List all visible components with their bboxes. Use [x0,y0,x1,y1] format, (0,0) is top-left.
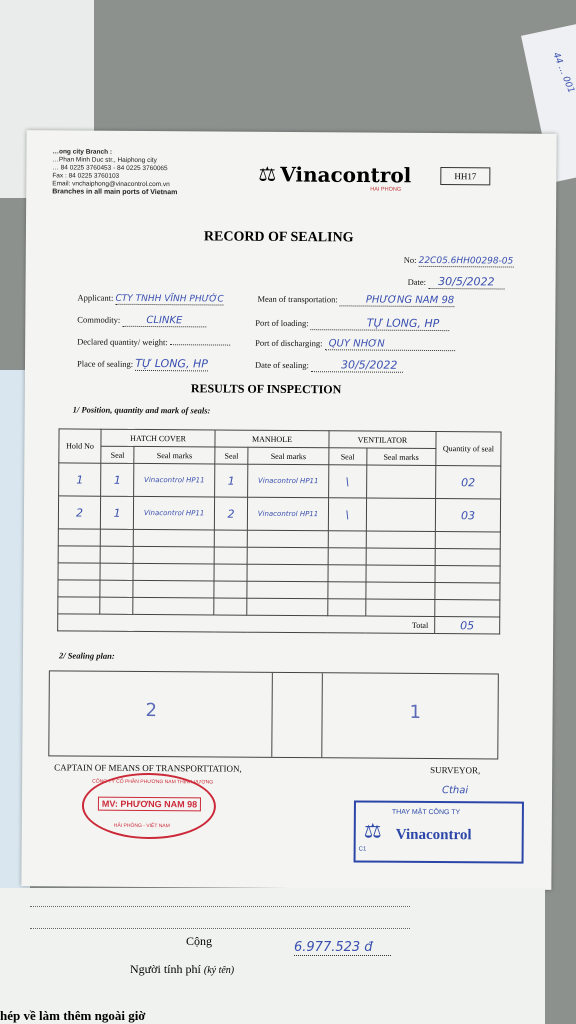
vent-marks-cell [366,498,436,531]
slip-dotted-line-1 [30,906,410,907]
form-code: HH17 [440,167,490,185]
record-of-sealing-document [21,130,556,890]
vent-seal-header: Seal [329,448,367,465]
vent-marks-header: Seal marks [366,448,436,465]
inspection-table [57,428,501,634]
record-number [404,255,514,267]
man-marks-cell: Vinacontrol HP11 [248,464,329,498]
record-no-value: 22C05.6HH00298-05 [418,255,514,267]
fee-slip [0,888,545,1024]
port-discharging-value: QUY NHƠN [325,338,455,351]
man-seal-cell: 2 [214,497,247,530]
surveyor-label: SURVEYOR, [430,764,481,776]
branch-address: …Phan Minh Duc str., Haiphong city [52,156,157,165]
mean-transport-value: PHƯƠNG NAM 98 [340,294,454,307]
branch-info [52,148,177,197]
total-row [58,614,500,634]
date-sealing-value: 30/5/2022 [311,358,404,373]
hold-header: Hold No [59,429,101,463]
hold-cell: 1 [59,463,101,496]
branch-tel: … 84 0225 3760453 - 84 0225 3760065 [52,164,168,173]
mean-transport-field [257,294,454,306]
ship-stamp-center: MV: PHƯƠNG NAM 98 [98,797,201,812]
scale-icon: ⚖ [363,820,382,843]
declared-value [170,344,230,345]
qty-cell: 03 [435,499,500,532]
results-title: RESULTS OF INSPECTION [190,381,342,397]
hatch-seal-header: Seal [101,446,134,463]
table-row [58,496,500,532]
port-discharging-field [255,338,455,350]
vinacontrol-logo [258,162,412,193]
table-row [59,463,501,499]
qty-cell: 02 [436,466,501,499]
port-discharging-label: Port of discharging: [255,337,323,349]
surveyor-stamp-logo: Vinacontrol [395,826,472,844]
logo-sub: HAI PHONG [370,186,402,193]
section-1-label: 1/ Position, quantity and mark of seals: [72,404,211,416]
nguoi-label: Người tính phí [130,962,201,976]
record-date-label: Date: [407,276,427,287]
plan-right-number: 1 [409,701,422,723]
man-marks-cell: Vinacontrol HP11 [247,497,328,531]
ship-stamp-bottom: HẢI PHÒNG - VIỆT NAM [113,822,170,830]
place-sealing-value: TỰ LONG, HP [135,356,208,371]
commodity-field [77,315,206,327]
port-loading-value: TỰ LONG, HP [311,316,450,331]
captain-label: CAPTAIN OF MEANS OF TRANSPORTTATION, [54,762,242,774]
mean-transport-label: Mean of transportation: [257,293,338,305]
branch-ports: Branches in all main ports of Vietnam [52,188,178,197]
surveyor-stamp [354,800,524,863]
hatch-seal-cell: 1 [101,463,134,496]
quantity-header: Quantity of seal [436,432,501,466]
hatch-marks-header: Seal marks [134,446,215,464]
commodity-value: CLINKE [122,315,206,328]
ventilator-header: VENTILATOR [329,431,436,449]
applicant-value: CTY TNHH VĨNH PHƯỚC [115,293,224,305]
branch-fax: Fax : 84 0225 3760103 [52,172,120,180]
ship-stamp [82,773,216,840]
side-note: 44 ... 001 [550,51,576,95]
cong-value: 6.977.523 đ [294,940,391,956]
hold-cell: 2 [58,496,100,529]
port-loading-label: Port of loading: [255,317,309,329]
surveyor-stamp-code: C1 [358,846,367,853]
hatch-seal-cell: 1 [101,496,134,529]
declared-label: Declared quantity/ weight: [77,336,168,348]
total-value: 05 [435,617,500,634]
vent-marks-cell [366,465,436,498]
ship-stamp-top: CÔNG TY CỔ PHẦN PHƯƠNG NAM THỊNH VƯỢNG [92,778,214,786]
man-seal-cell: 1 [215,464,248,497]
total-label: Total [58,614,435,634]
document-title: RECORD OF SEALING [203,229,354,246]
footer-text: hép về làm thêm ngoài giờ [0,1008,146,1023]
branch-title: …ong city Branch : [52,148,113,156]
applicant-field [77,293,223,305]
commodity-label: Commodity: [77,314,121,325]
surveyor-signature: Cthai [442,785,469,797]
record-date [408,275,505,289]
declared-field [77,337,230,348]
cong-label: Cộng [186,934,213,948]
plan-divider-1 [271,673,273,757]
record-date-value: 30/5/2022 [428,275,505,290]
place-sealing-field [77,357,208,371]
port-loading-field [255,316,449,330]
nguoi-tinh-phi [130,962,234,977]
plan-left-number: 2 [145,700,158,722]
section-2-label: 2/ Sealing plan: [58,650,115,661]
manhole-header: MANHOLE [215,430,329,448]
nguoi-hint: (ký tên) [203,965,235,976]
surveyor-stamp-top: THAY MẶT CÔNG TY [391,808,461,817]
applicant-label: Applicant: [77,292,114,303]
plan-divider-2 [321,673,323,757]
sealing-plan-box [48,670,499,759]
hatch-marks-cell: Vinacontrol HP11 [134,496,215,530]
scale-icon: ⚖ [258,163,277,186]
hatch-cover-header: HATCH COVER [101,429,215,447]
date-sealing-label: Date of sealing: [254,359,309,371]
date-sealing-field [255,358,403,372]
logo-text: Vinacontrol [280,162,412,188]
man-seal-header: Seal [215,447,248,464]
man-marks-header: Seal marks [248,447,329,465]
vent-seal-cell: \ [328,498,366,531]
vent-seal-cell: \ [329,465,367,498]
branch-email: Email: vnchaiphong@vinacontrol.com.vn [52,180,170,189]
record-no-label: No: [403,254,417,265]
hatch-marks-cell: Vinacontrol HP11 [134,463,215,497]
slip-dotted-line-2 [30,928,410,929]
place-sealing-label: Place of sealing: [76,358,134,369]
